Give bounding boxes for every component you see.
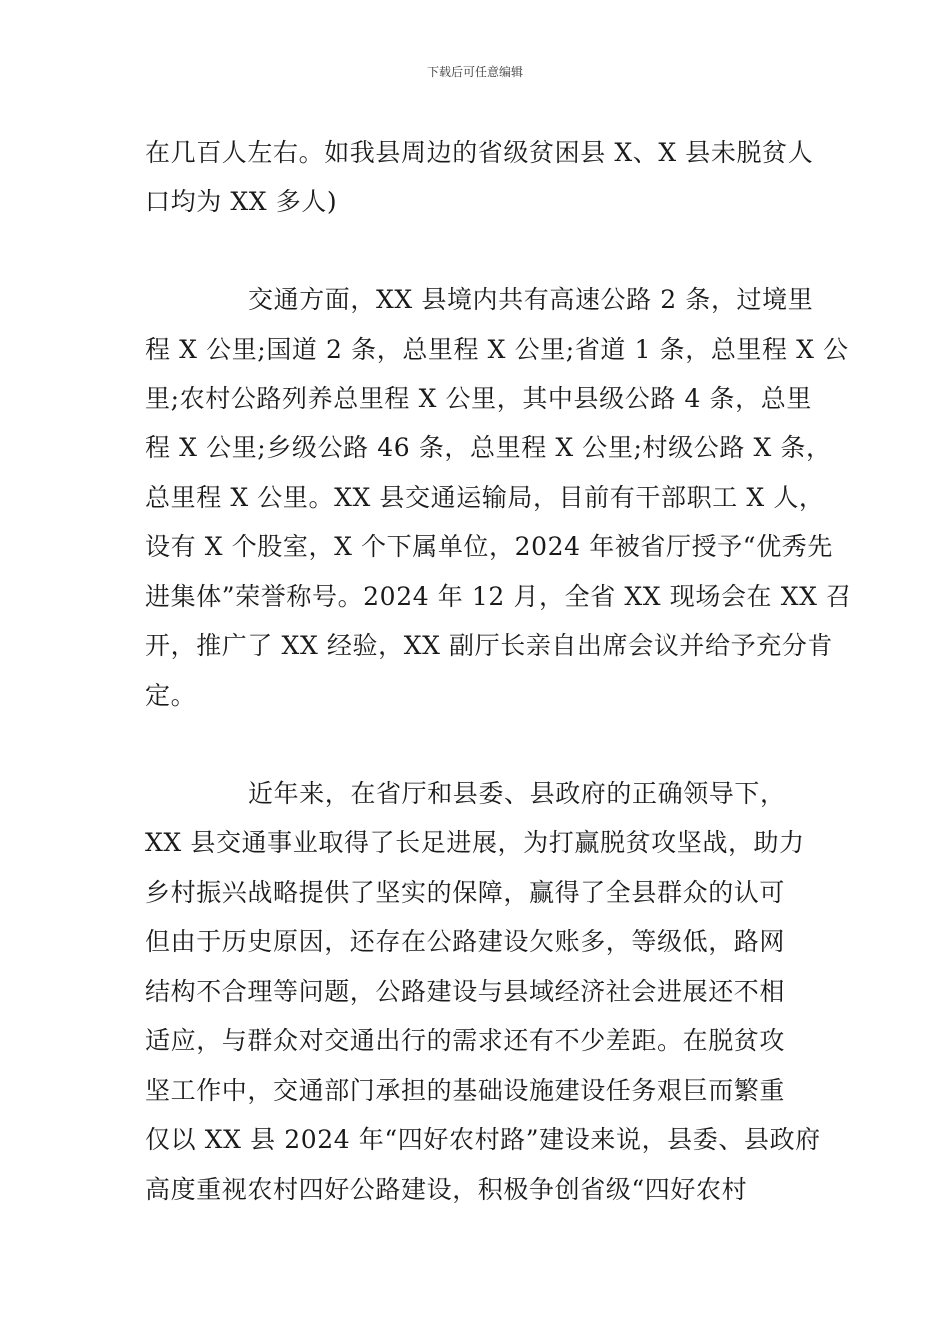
text-line: 在几百人左右。如我县周边的省级贫困县 X、X 县未脱贫人 — [145, 138, 814, 167]
text-line: 高度重视农村四好公路建设，积极争创省级“四好农村 — [145, 1175, 748, 1204]
text-line: 口均为 XX 多人) — [145, 187, 338, 216]
text-line: 交通方面，XX 县境内共有高速公路 2 条，过境里 — [248, 285, 814, 314]
text-line: 适应，与群众对交通出行的需求还有不少差距。在脱贫攻 — [145, 1026, 786, 1055]
text-line: 设有 X 个股室，X 个下属单位，2024 年被省厅授予“优秀先 — [145, 532, 833, 561]
page-header: 下载后可任意编辑 — [426, 65, 523, 79]
text-line: 仅以 XX 县 2024 年“四好农村路”建设来说，县委、县政府 — [145, 1125, 821, 1154]
text-line: 坚工作中，交通部门承担的基础设施建设任务艰巨而繁重 — [145, 1076, 786, 1105]
text-line: 结构不合理等问题，公路建设与县域经济社会进展还不相 — [145, 977, 786, 1006]
text-line: 里;农村公路列养总里程 X 公里，其中县级公路 4 条，总里 — [145, 384, 812, 413]
text-line: XX 县交通事业取得了长足进展，为打赢脱贫攻坚战，助力 — [145, 828, 805, 857]
text-line: 程 X 公里;国道 2 条，总里程 X 公里;省道 1 条，总里程 X 公 — [145, 335, 849, 364]
text-line: 定。 — [145, 681, 197, 710]
text-line: 开，推广了 XX 经验，XX 副厅长亲自出席会议并给予充分肯 — [145, 631, 834, 660]
text-line: 程 X 公里;乡级公路 46 条，总里程 X 公里;村级公路 X 条， — [145, 433, 832, 462]
text-line: 乡村振兴战略提供了坚实的保障，赢得了全县群众的认可 — [145, 878, 786, 907]
text-line: 但由于历史原因，还存在公路建设欠账多，等级低，路网 — [145, 927, 786, 956]
text-line: 总里程 X 公里。XX 县交通运输局，目前有干部职工 X 人， — [145, 483, 825, 512]
text-line: 近年来，在省厅和县委、县政府的正确领导下， — [248, 779, 786, 808]
text-line: 进集体”荣誉称号。2024 年 12 月，全省 XX 现场会在 XX 召 — [145, 582, 852, 611]
